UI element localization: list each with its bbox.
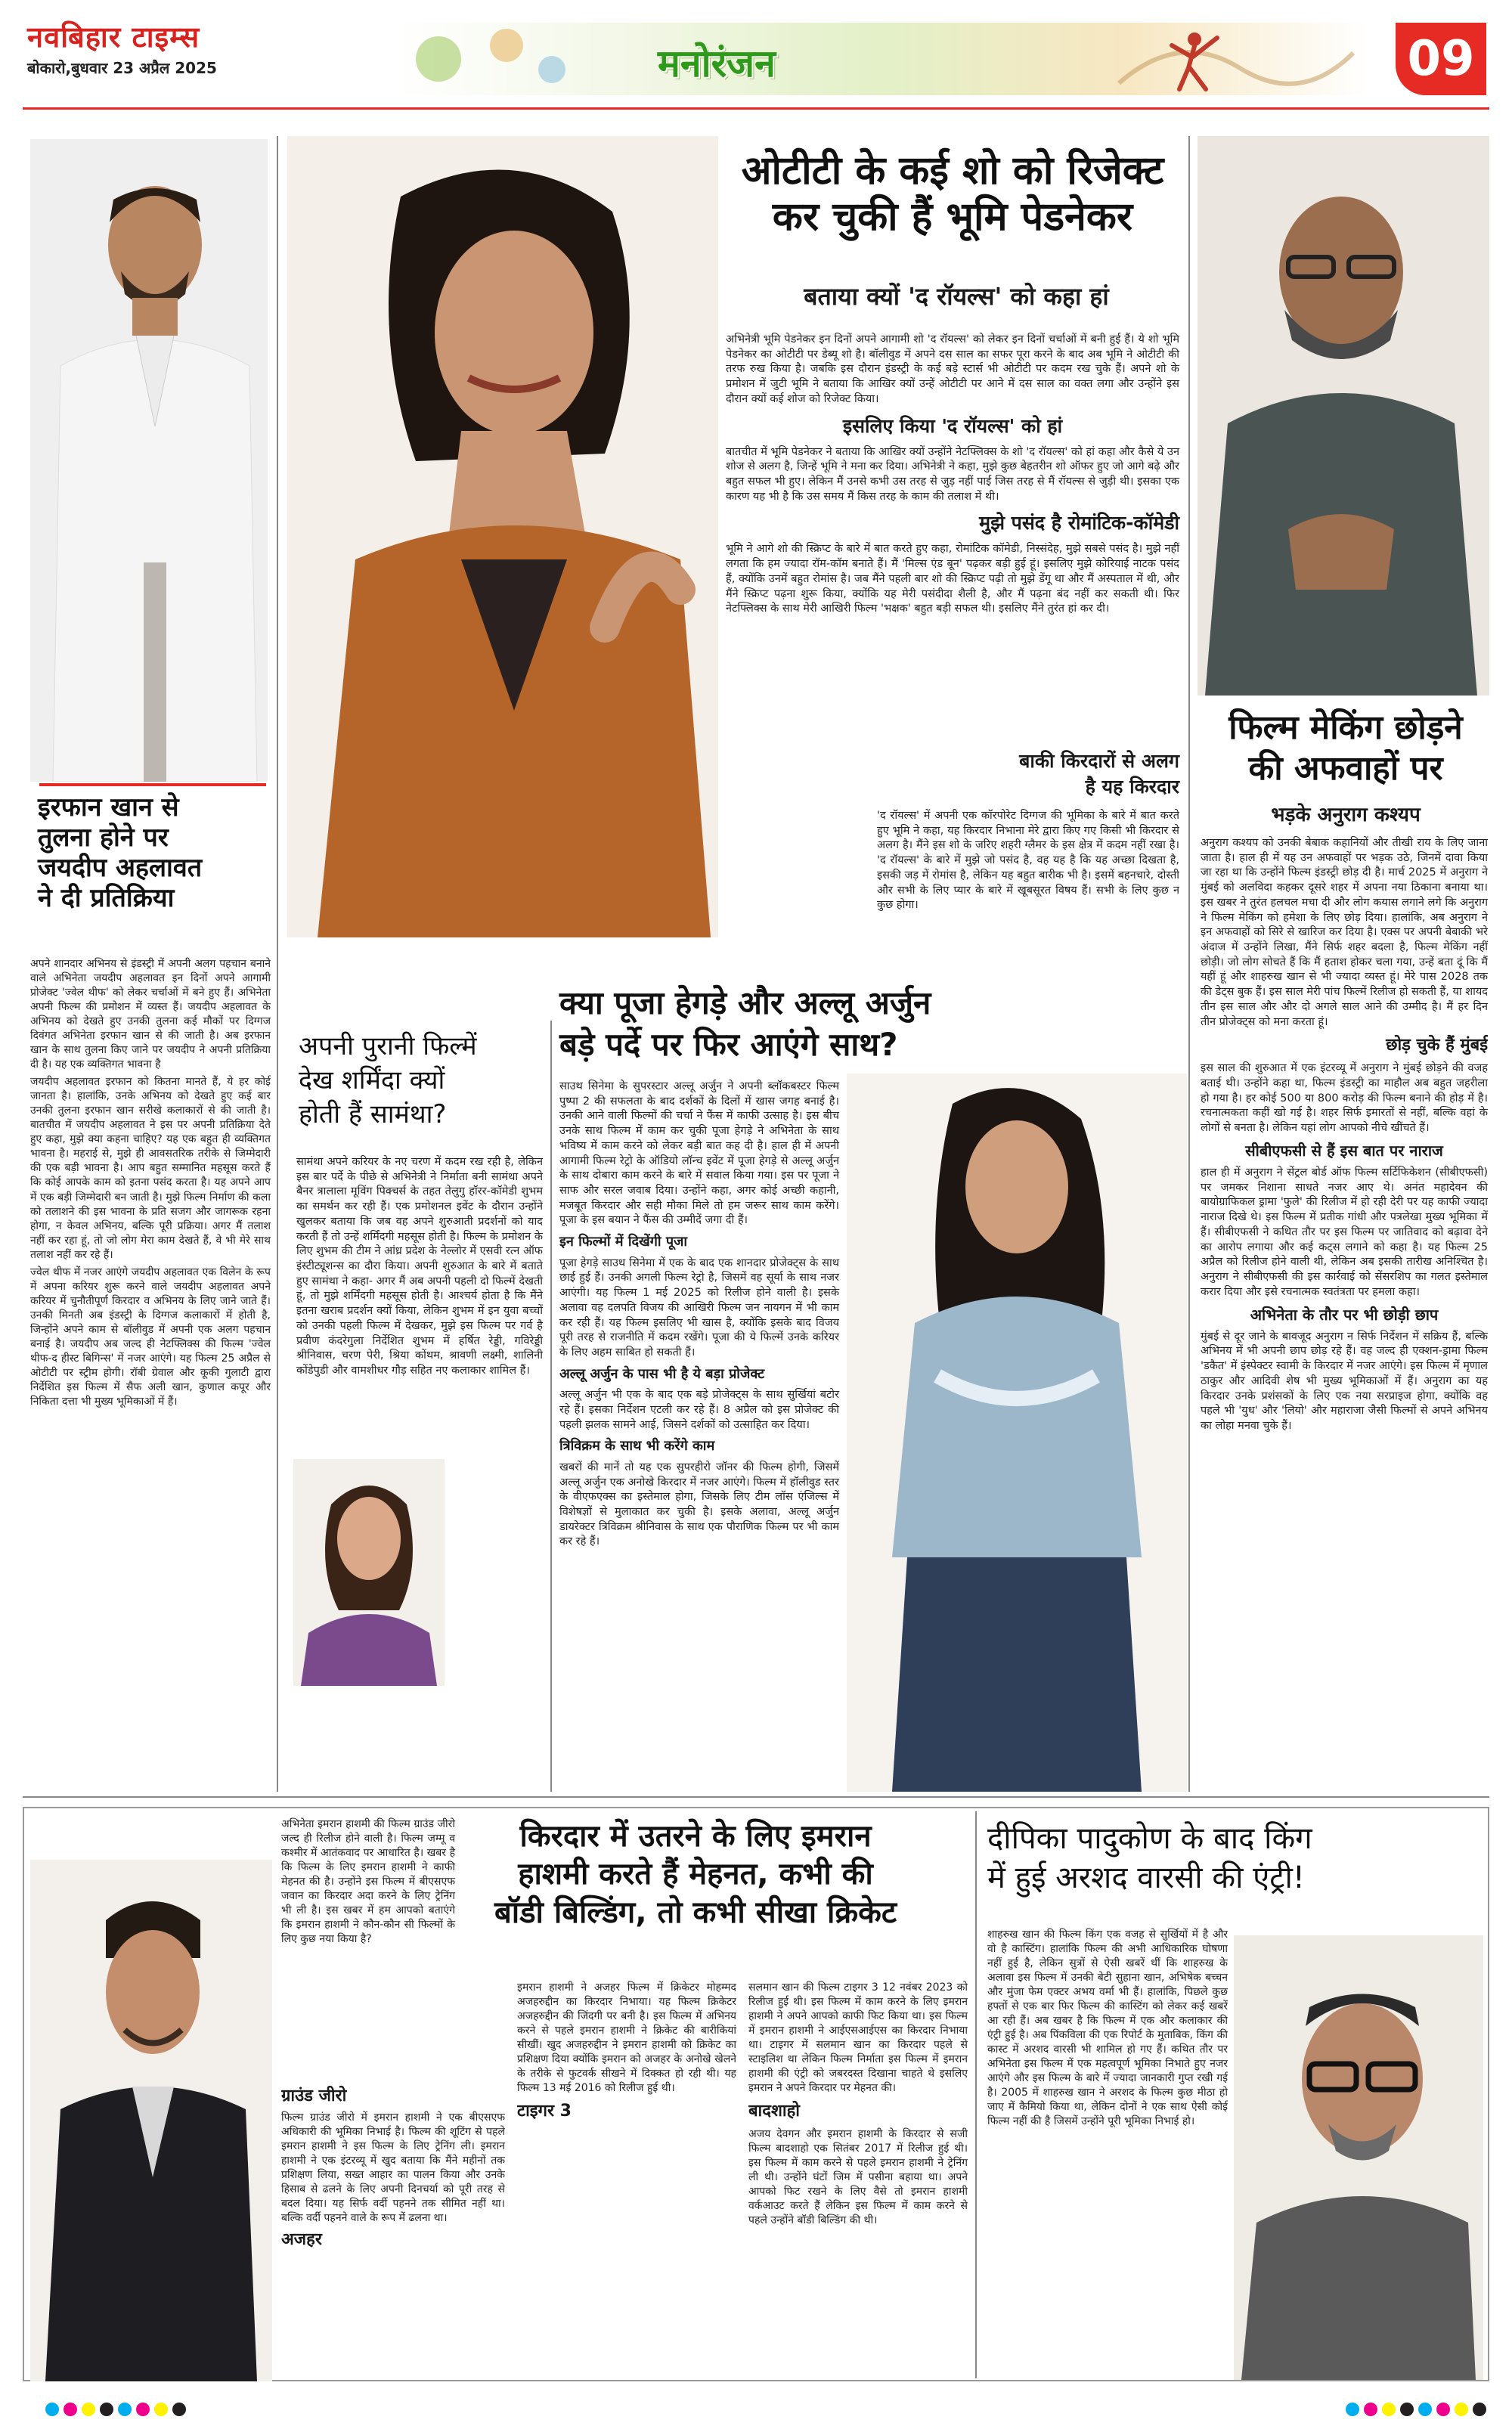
pooja-section2-title: अल्लू अर्जुन के पास भी है ये बड़ा प्रोजेक्ट — [559, 1365, 765, 1382]
samantha-headline — [299, 1030, 541, 1132]
pooja-section1-title: इन फिल्मों में दिखेंगी पूजा — [559, 1234, 688, 1250]
emraan-section4-title: बादशाहो — [748, 2102, 800, 2121]
masthead — [27, 17, 217, 78]
bhumi-subhead: बताया क्यों 'द रॉयल्स' को कहा हां — [804, 282, 1109, 311]
anurag-headline-line1: फिल्म मेकिंग छोड़ने — [1228, 708, 1463, 747]
samantha-photo — [293, 1459, 445, 1686]
emraan-headline-line3: बॉडी बिल्डिंग, तो कभी सीखा क्रिकेट — [494, 1895, 897, 1930]
deepika-headline — [987, 1819, 1479, 1898]
pooja-headline — [559, 983, 1187, 1065]
anurag-subhead: भड़के अनुराग कश्यप — [1271, 804, 1421, 826]
emraan-section2-body: इमरान हाशमी ने अजहर फिल्म में क्रिकेटर मोहम्मद अजहरुद्दीन का किरदार निभाया। यह फिल्म क्रिकेटर अजहरुद्दीन की जिंदगी पर बनी है। इस फिल्म में अभिनय करने से पहले इमरान हाशमी ने क्रिकेट की बारीकियां सीखीं। खुद अजहरुद्दीन ने इमरान हाशमी को क्रिकेट का प्रशिक्षण दिया क्योंकि इमरान को अजहर के अनोखे खेलने के तरीके से फुटवर्क सीखने में दिक्कत हो रही थी। यह फिल्म 13 मई 2016 को रिलीज हुई थी। — [517, 1981, 736, 2095]
jaideep-para: ज्वेल थीफ में नजर आएंगे जयदीप अहलावत एक विलेन के रूप में अपना करियर शुरू करने वाले जयदीप अहलावत अपने करियर में चुनौतीपूर्ण किरदार व अभिनय के लिए जाने जाते हैं। उनकी मिनती अब इंडस्ट्री के दिग्गज कलाकारों में होती है, जिन्होंने अपने काम से बॉलीवुड में अपनी एक अलग पहचान बनाई है। जयदीप अब जल्द ही नेटफ्लिक्स की फिल्म 'ज्वेल थीफ-द हीस्ट बिगिन्स' में नजर आएंगे। यह फिल्म 25 अप्रैल से ओटीटी पर स्ट्रीम होगी। रॉबी ग्रेवाल और कूकी गुलाटी द्वारा निर्देशित इस फिल्म में सैफ अली खान, कुणाल कपूर और निकिता दत्ता भी मुख्य भूमिकाओं में हैं। — [30, 1266, 271, 1408]
pooja-body — [559, 1080, 839, 1553]
samantha-headline-line2: देख शर्मिंदा क्यों — [299, 1064, 445, 1095]
anurag-section1-title: छोड़ चुके हैं मुंबई — [1386, 1036, 1488, 1055]
emraan-intro-text: अभिनेता इमरान हाशमी की फिल्म ग्राउंड जीरो जल्द ही रिलीज होने वाली है। फिल्म जम्मू व कश्मीर में आतंकवाद पर आधारित है। खबर है कि फिल्म के लिए इमरान हाशमी ने काफी मेहनत की है। उन्होंने इस फिल्म में बीएसएफ जवान का किरदार अदा करने के लिए ट्रेनिंग भी ली है। इस खबर में हम आपको बताएंगे कि इमरान हाशमी ने कौन-कौन सी फिल्मों के लिए कुछ नया किया है? — [281, 1818, 455, 1946]
pooja-section3-title: त्रिविक्रम के साथ भी करेंगे काम — [559, 1438, 715, 1455]
arshad-photo — [1234, 1935, 1483, 2380]
deepika-text: शाहरुख खान की फिल्म किंग एक वजह से सुर्खियों में है और वो है कास्टिंग। हालांकि फिल्म की अभी आधिकारिक घोषणा नहीं हुई है, लेकिन सुत्रों से ऐसी खबरें थीं कि शाहरुख के अलावा इस फिल्म में उनकी बेटी सुहाना खान, अभिषेक बच्चन और मुंजा फेम एक्टर अभय वर्मा भी हैं। हालांकि, पिछले कुछ हफ्तों से एक बार फिर फिल्म की कास्टिंग को लेकर कई खबरें आ रही हैं। अब खबर है कि फिल्म में एक और कलाकार की एंट्री हुई है। अब पिंकविला की एक रिपोर्ट के मुताबिक, किंग की कास्ट में अरशद वारसी भी शामिल हो गए हैं। कथित तौर पर अभिनेता इस फिल्म में एक महत्वपूर्ण भूमिका निभाते हुए नजर आएंगे और इस फिल्म के बारे में ज्यादा जानकारी गुप्त रखी गई है। 2005 में शाहरुख खान ने अरशद के फिल्म कुछ मीठा हो जाए में कैमियो किया था, लेकिन दोनों ने एक साथ ऐसी कोई फिल्म नहीं की है जिसमें उन्होंने पूरी भूमिका निभाई हो। — [987, 1929, 1228, 2128]
column-divider — [1188, 136, 1190, 1792]
samantha-headline-line3: होती हैं सामंथा? — [299, 1098, 447, 1129]
bhumi-body — [726, 333, 1179, 620]
emraan-col3 — [748, 1981, 968, 2381]
anurag-section3-title: अभिनेता के तौर पर भी छोड़ी छाप — [1250, 1305, 1439, 1324]
bottom-divider — [23, 1796, 1489, 1798]
pooja-photo — [847, 1074, 1187, 1792]
bhumi-section3-title-line1: बाकी किरदारों से अलग — [1019, 750, 1179, 772]
anurag-body — [1201, 836, 1488, 1796]
emraan-col2 — [517, 1981, 736, 2381]
bhumi-headline-line1: ओटीटी के कई शो को रिजेक्ट — [741, 148, 1164, 194]
emraan-headline — [423, 1817, 968, 1932]
anurag-section2-title: सीबीएफसी से हैं इस बात पर नाराज — [1245, 1141, 1443, 1160]
jaideep-headline-line4: ने दी प्रतिक्रिया — [38, 883, 175, 914]
column-divider — [277, 136, 278, 1792]
anurag-section1-body: इस साल की शुरुआत में एक इंटरव्यू में अनुराग ने मुंबई छोड़ने की वजह बताई थी। उन्होंने कहा था, फिल्म इंडस्ट्री का माहौल अब बहुत जहरीला हो गया है। हर कोई 500 या 800 करोड़ की फिल्म बनाने की होड़ में है। रचनात्मकता कहीं खो गई है। शहर सिर्फ इमारतों से नहीं, बल्कि वहां के लोगों से बनता है। लेकिन यहां लोग आपको नीचे खींचते हैं। — [1201, 1062, 1488, 1135]
header-rule — [23, 107, 1489, 110]
pooja-headline-line1: क्या पूजा हेगड़े और अल्लू अर्जुन — [559, 984, 931, 1021]
emraan-headline-line1: किरदार में उतरने के लिए इमरान — [519, 1819, 872, 1854]
deepika-body — [987, 1928, 1228, 2381]
anurag-intro: अनुराग कश्यप को उनकी बेबाक कहानियों और तीखी राय के लिए जाना जाता है। हाल ही में यह उन अफवाहों पर भड़क उठे, जिनमें दावा किया जा रहा था कि उन्होंने फिल्म इंडस्ट्री छोड़ दी है। मार्च 2025 में अनुराग ने मुंबई को अलविदा कहकर दूसरे शहर में अपना नया ठिकाना बनाया था। इस खबर ने तुरंत हलचल मचा दी और लोग कयास लगाने लगे कि अनुराग ने फिल्म मेकिंग को हमेशा के लिए छोड़ दिया। हालांकि, अब अनुराग ने इन अफवाहों को सिरे से खारिज कर दिया है। एक्स पर अपनी बेबाकी भरे अंदाज में उन्होंने लिखा, मैंने सिर्फ शहर बदला है, फिल्म मेकिंग नहीं छोड़ी। जो लोग सोचते हैं कि मैं हताश होकर चला गया, उन्हें बता दूं कि मैं यहीं हूं और शाहरुख खान से भी ज्यादा व्यस्त हूं। मेरे पास 2028 तक की डेट्स बुक हैं। इस साल मेरी पांच फिल्में रिलीज हो सकती हैं, या शायद तीन इस साल और और दो अगले साल आने की उम्मीद है। मैं हर दिन तीन प्रोजेक्ट्स को मना करता हूं। — [1201, 837, 1488, 1028]
emraan-section4-body: अजय देवगन और इमरान हाशमी के किरदार से सजी फिल्म बादशाहो एक सितंबर 2017 में रिलीज हुई थी। इस फिल्म में काम करने से पहले इमरान हाशमी ने ट्रेनिंग ली थी। उन्होंने घंटों जिम में पसीना बहाया था। अपने आपको फिट रखने के लिए वैसे तो इमरान हाशमी वर्कआउट करते हैं लेकिन इस फिल्म में काम करने से पहले उन्होंने बॉडी बिल्डिंग की थी। — [748, 2128, 968, 2227]
bhumi-section2-body: भूमि ने आगे शो की स्क्रिप्ट के बारे में बात करते हुए कहा, रोमांटिक कॉमेडी, निस्संदेह, मुझे सबसे पसंद है। मुझे नहीं लगता कि हम ज्यादा रॉम-कॉम बनाते हैं। मैं 'मिल्स एंड बून' पढ़कर बड़ी हुई हूं। इसलिए मुझे कोरियाई नाटक पसंद हैं, क्योंकि उनमें बहुत रोमांस है। जब मैंने पहली बार शो की स्क्रिप्ट पढ़ी तो मुझे डेंगू था और मैं अस्पताल में थी, और मैंने स्क्रिप्ट पढ़ना शुरू किया, क्योंकि यह मेरी पसंदीदा शैली है, और मैं पढ़ना बंद नहीं कर सकती थी। फिर नेटफ्लिक्स के साथ मेरी आखिरी फिल्म 'भक्षक' बहुत बड़ी सफल थी। इसलिए मैंने तुरंत हां कर दी। — [726, 543, 1179, 615]
emraan-headline-line2: हाशमी करते हैं मेहनत, कभी की — [518, 1857, 873, 1892]
pooja-headline-line2: बड़े पर्दे पर फिर आएंगे साथ? — [559, 1025, 898, 1063]
section-title: मनोरंजन — [658, 41, 776, 85]
registration-marks-left — [45, 2403, 186, 2416]
bhumi-section1-body: बातचीत में भूमि पेडनेकर ने बताया कि आखिर क्यों उन्होंने नेटफ्लिक्स के शो 'द रॉयल्स' को हां कहा और कैसे ये उन शोज से अलग है, जिन्हें भूमि ने मना कर दिया। अभिनेत्री ने कहा, मुझे कुछ बेहतरीन शो ऑफर हुए जो आगे बढ़े और बहुत सफल भी हुए। लेकिन मैं उनसे कभी उस तरह से जुड़ नहीं पाई जिस तरह से मैं रॉयल्स से जुड़ी थी। इसका एक कारण यह भी है कि उस समय मैं किस तरह के काम की तलाश में थी। — [726, 445, 1179, 503]
bhumi-section1-title: इसलिए किया 'द रॉयल्स' को हां — [842, 414, 1063, 437]
deepika-headline-line1: दीपिका पादुकोण के बाद किंग — [987, 1821, 1312, 1856]
bhumi-headline — [665, 148, 1240, 241]
dancer-silhouette-icon — [1172, 33, 1217, 89]
bhumi-photo — [287, 136, 718, 937]
emraan-section1-body: फिल्म ग्राउंड जीरो में इमरान हाशमी ने एक बीएसएफ अधिकारी की भूमिका निभाई है। फिल्म की शूटिंग से पहले इमरान हाशमी ने इस फिल्म के लिए ट्रेनिंग ली। इमरान हाशमी ने एक इंटरव्यू में खुद बताया कि मैंने महीनों तक प्रशिक्षण लिया, सख्त आहार का पालन किया और उनके हिसाब से ढलने के लिए अपनी दिनचर्या को पूरी तरह से बदल दिया। यह सिर्फ वर्दी पहनने तक सीमित नहीं था। बल्कि वर्दी पहनने वाले के रूप में ढलना था। — [281, 2111, 505, 2225]
anurag-headline-line2: की अफवाहों पर — [1248, 748, 1443, 788]
pooja-intro: साउथ सिनेमा के सुपरस्टार अल्लू अर्जुन ने अपनी ब्लॉकबस्टर फिल्म पुष्पा 2 की सफलता के बाद दर्शकों के दिलों में खास जगह बनाई है। उनकी आने वाली फिल्मों की चर्चा ने फैंस में काफी उत्साह है। इस बीच उनके साथ फिल्म में काम कर चुकी पूजा हेगड़े ने अभिनेता के साथ भविष्य में काम करने को लेकर बड़ी बात कह दी है। हाल ही में अपनी आगामी फिल्म रेट्रो के ऑडियो लॉन्च इवेंट में पूजा हेगड़े से अल्लू अर्जुन के साथ दोबारा काम करने के बारे में सवाल किया गया। इस पर पूजा ने साफ और सरल जवाब दिया। उन्होंने कहा, अगर कोई अच्छी कहानी, मजबूत किरदार और सही मौका मिले तो हम जरूर साथ काम करेंगे। पूजा के इस बयान ने फैंस की उम्मीदें जगा दी हैं। — [559, 1080, 839, 1227]
registration-marks-right — [1346, 2403, 1486, 2416]
bhumi-intro: अभिनेत्री भूमि पेडनेकर इन दिनों अपने आगामी शो 'द रॉयल्स' को लेकर इन दिनों चर्चाओं में बनी हुई हैं। ये शो भूमि पेडनेकर का ओटीटी पर डेब्यू शो है। बॉलीवुड में अपने दस साल का सफर पूरा करने के बाद अब भूमि ने ओटीटी की तरफ रुख किया है। जबकि इस दौरान इंडस्ट्री के कई बड़े स्टार्स भी ओटीटी पर कदम रख चुके हैं। अपने शो के प्रमोशन में जुटी भूमि ने बताया कि आखिर क्यों उन्हें ओटीटी पर आने में दस साल का वक्त लगा और उन्होंने इस दौरान क्यों कई शोज को रिजेक्ट किया। — [726, 333, 1179, 405]
samantha-text: सामंथा अपने करियर के नए चरण में कदम रख रही है, लेकिन इस बार पर्दे के पीछे से अभिनेत्री ने निर्माता बनी सामंथा अपने बैनर त्रालाला मूविंग पिक्चर्स के तहत तेलुगु हॉरर-कॉमेडी शुभम का समर्थन कर रही हैं। एक प्रमोशनल इवेंट के दौरान उन्होंने खुलकर बताया कि जब वह अपने शुरुआती प्रदर्शनों को याद करती हैं तो उन्हें शर्मिंदगी महसूस होती है। फिल्म के प्रमोशन के लिए शुभम की टीम ने आंध्र प्रदेश के नेल्लोर में एसवी रत्न ऑफ इंस्टीट्यूशन्स का दौरा किया। अपनी शुरुआत के बारे में बताते हुए सामंथा ने कहा- अगर मैं अब अपनी पहली दो फिल्में देखती हूं, तो मुझे शर्मिंदगी महसूस होती है। आश्चर्य होता है कि मैंने इतना खराब प्रदर्शन क्यों किया, लेकिन शुभम में इन युवा बच्चों को उनकी पहली फिल्म में देखकर, मुझे इस फिल्म पर गर्व है प्रवीण कंदरेगुला निर्देशित शुभम में हर्षित रेड्डी, गविरेड्डी श्रीनिवास, चरण पेरी, श्रिया कोंथम, श्रावणी लक्ष्मी, शालिनी कोंडेपुडी और वामशीधर गौड़ सहित नए कलाकार शामिल हैं। — [296, 1156, 543, 1377]
emraan-col1 — [281, 2085, 505, 2380]
page-number: 09 — [1396, 23, 1486, 95]
samantha-headline-line1: अपनी पुरानी फिल्में — [299, 1031, 477, 1061]
jaideep-headline-line2: तुलना होने पर — [38, 823, 169, 854]
anurag-photo — [1198, 136, 1489, 696]
column-divider — [975, 1811, 977, 2378]
dateline: बोकारो,बुधवार 23 अप्रैल 2025 — [27, 59, 217, 77]
bhumi-headline-line2: कर चुकी हैं भूमि पेडनेकर — [772, 194, 1133, 240]
jaideep-headline — [38, 792, 272, 913]
anurag-headline — [1202, 708, 1489, 788]
jaideep-accent — [39, 783, 266, 786]
emraan-section3-body: सलमान खान की फिल्म टाइगर 3 12 नवंबर 2023 को रिलीज हुई थी। इस फिल्म में काम करने के लिए इमरान हाशमी ने अपने आपको काफी फिट किया था। इस फिल्म में इमरान हाशमी ने आईएसआईएस का किरदार निभाया था। टाइगर में सलमान खान का किरदार पहले से स्टाइलिश था लेकिन फिल्म निर्माता इस फिल्म में इमरान हाशमी की एंट्री को जबरदस्त दिखाना चाहते थे इसलिए इमरान ने अपने किरदार पर मेहनत की। — [748, 1981, 968, 2095]
jaideep-photo — [30, 139, 268, 782]
emraan-photo — [30, 1860, 272, 2381]
bhumi-section3-text: 'द रॉयल्स' में अपनी एक कॉरपोरेट दिग्गज की भूमिका के बारे में बात करते हुए भूमि ने कहा, यह किरदार निभाना मेरे द्वारा किए गए किसी भी किरदार से अलग है। मैंने इस शो के जरिए शहरी ग्लैमर के इस क्षेत्र में कदम नहीं रखा है। 'द रॉयल्स' के बारे में मुझे जो पसंद है, वह यह है कि यह अच्छा दिखता है, इसकी जड़ में रोमांस है, लेकिन यह बहुत बारीक भी है। इसमें बहनचारे, दोस्ती और सभी के लिए प्यार के बारे में खूबसूरत विषय हैं। सभी के लिए कुछ न कुछ होगा। — [877, 810, 1179, 912]
deepika-headline-line2: में हुई अरशद वारसी की एंट्री! — [987, 1860, 1305, 1895]
pooja-section1-body: पूजा हेगड़े साउथ सिनेमा में एक के बाद एक शानदार प्रोजेक्ट्स के साथ छाई हुई हैं। उनकी अगली फिल्म रेट्रो है, जिसमें वह सूर्या के साथ नजर आएंगी। यह फिल्म 1 मई 2025 को रिलीज होने वाली है। इसके अलावा वह दलपति विजय की आखिरी फिल्म जन नायगन में भी काम कर रही हैं। यह फिल्म इसलिए भी खास है, क्योंकि इसके बाद विजय पूरी तरह से राजनीति में कदम रखेंगे। पूजा की ये फिल्में उनके करियर के लिए अहम साबित हो सकती हैं। — [559, 1256, 839, 1359]
emraan-section1-title: ग्राउंड जीरो — [281, 2087, 347, 2105]
pooja-section3-body: खबरों की मानें तो यह एक सुपरहीरो जॉनर की फिल्म होगी, जिसमें अल्लू अर्जुन एक अनोखे किरदार में नजर आएंगे। फिल्म में हॉलीवुड स्तर के वीएफएक्स का इस्तेमाल होगा, जिसके लिए टीम लॉस एंजिल्स में विशेषज्ञों से मुलाकात कर चुकी है। इसके अलावा, अल्लू अर्जुन डायरेक्टर त्रिविक्रम श्रीनिवास के साथ एक पौराणिक फिल्म पर भी काम कर रहे हैं। — [559, 1461, 839, 1548]
jaideep-headline-line3: जयदीप अहलावत — [38, 853, 203, 884]
paper-name: नवबिहार टाइम्स — [27, 20, 200, 54]
section-banner — [393, 23, 1368, 95]
jaideep-para: अपने शानदार अभिनय से इंडस्ट्री में अपनी अलग पहचान बनाने वाले अभिनेता जयदीप अहलावत इन दिनों अपने आगामी प्रोजेक्ट 'ज्वेल थीफ' को लेकर चर्चाओं में बने हुए हैं। अभिनेता अपनी फिल्म की प्रमोशन में व्यस्त हैं। जयदीप अहलावत के अभिनय को देखते हुए उनकी तुलना कई मौकों पर दिग्गज दिवंगत अभिनेता इरफान खान से की जाती है। अब इरफान खान के साथ तुलना किए जाने पर जयदीप ने अपनी प्रतिक्रिया दी है। यह एक व्यक्तिगत भावना है — [30, 958, 271, 1071]
pooja-section2-body: अल्लू अर्जुन भी एक के बाद एक बड़े प्रोजेक्ट्स के साथ सुर्खियां बटोर रहे हैं। इसका निर्देशन एटली कर रहे हैं। 8 अप्रैल को इस प्रोजेक्ट की पहली झलक सामने आई, जिसने दर्शकों को उत्साहित कर दिया। — [559, 1389, 839, 1431]
banner-decoration — [393, 23, 1368, 95]
jaideep-para: जयदीप अहलावत इरफान को कितना मानते हैं, ये हर कोई जानता है। हालांकि, उनके अभिनय को देखते हुए कई बार उनकी तुलना इरफान खान सरीखे कलाकारों से की जाती है। बातचीत में जयदीप अहलावत ने इस पर अपनी प्रतिक्रिया देते हुए कहा, मुझे क्या कहना चाहिए? यह एक बहुत ही व्यक्तिगत भावना है। महराई से, मुझे ही आवसतरिक तरीके से जिम्मेदारी की एक बड़ी भावना है। आप बहुत सम्मानित महसूस करते हैं कि कोई आपके काम को इतना पसंद करता है। यह अपने आप में एक बड़ी जिम्मेदारी बन जाती है। मुझे फिल्म निर्माण की कला को तलाशने की इस भावना के प्रति सजग और जागरूक रहना होगा, न केवल अभिनय, बल्कि पूरी प्रक्रिया। अगर मैं तलाश नहीं कर रहा हूं, तो जो लोग मेरा काम देखते हैं, वे भी मेरे साथ तलाश नहीं कर रहे हैं। — [30, 1076, 271, 1261]
jaideep-headline-line1: इरफान खान से — [38, 792, 179, 823]
emraan-section2-title: अजहर — [281, 2230, 322, 2250]
anurag-section3-body: मुंबई से दूर जाने के बावजूद अनुराग न सिर्फ निर्देशन में सक्रिय हैं, बल्कि अभिनय में भी अपनी छाप छोड़ रहे हैं। वह जल्द ही एक्शन-ड्रामा फिल्म 'डकैत' में इंस्पेक्टर स्वामी के किरदार में नजर आएंगे। इस फिल्म में मृणाल ठाकुर और आदिवी शेष भी मुख्य भूमिकाओं में हैं। अनुराग का यह किरदार उनके प्रशंसकों के लिए एक नया सरप्राइज होगा, क्योंकि वह पहले भी 'युध' और 'लियो' और महाराजा जैसी फिल्मों से अपने अभिनय का लोहा मनवा चुके हैं। — [1201, 1330, 1488, 1432]
bhumi-section3-title — [907, 748, 1179, 800]
bhumi-section2-title: मुझे पसंद है रोमांटिक-कॉमेडी — [979, 512, 1179, 534]
column-divider — [550, 1021, 552, 1792]
jaideep-body — [30, 957, 271, 1781]
emraan-section3-title: टाइगर 3 — [517, 2102, 572, 2121]
anurag-section2-body: हाल ही में अनुराग ने सेंट्रल बोर्ड ऑफ फिल्म सर्टिफिकेशन (सीबीएफसी) पर जमकर निशाना साधते नजर आए थे। अनंत महादेवन की बायोग्राफिकल ड्रामा 'फुले' की रिलीज में हो रही देरी पर यह काफी ज्यादा नाराज दिखे थे। इस फिल्म में प्रतीक गांधी और पत्रलेखा मुख्य भूमिका में हैं। सीबीएफसी ने कथित तौर पर इस फिल्म पर जातिवाद को बढ़ावा देने का आरोप लगाया और कई कट्स लगाने को कहा है। यह फिल्म 25 अप्रैल को रिलीज होने वाली थी, लेकिन अब इसकी तारीख अनिश्चित है। अनुराग ने सीबीएफसी की इस कार्रवाई को सेंसरशिप का गलत इस्तेमाल करार दिया और इसे रचनात्मक स्वतंत्रता पर हमला कहा। — [1201, 1166, 1488, 1298]
bhumi-section3-title-line2: है यह किरदार — [1085, 775, 1179, 798]
